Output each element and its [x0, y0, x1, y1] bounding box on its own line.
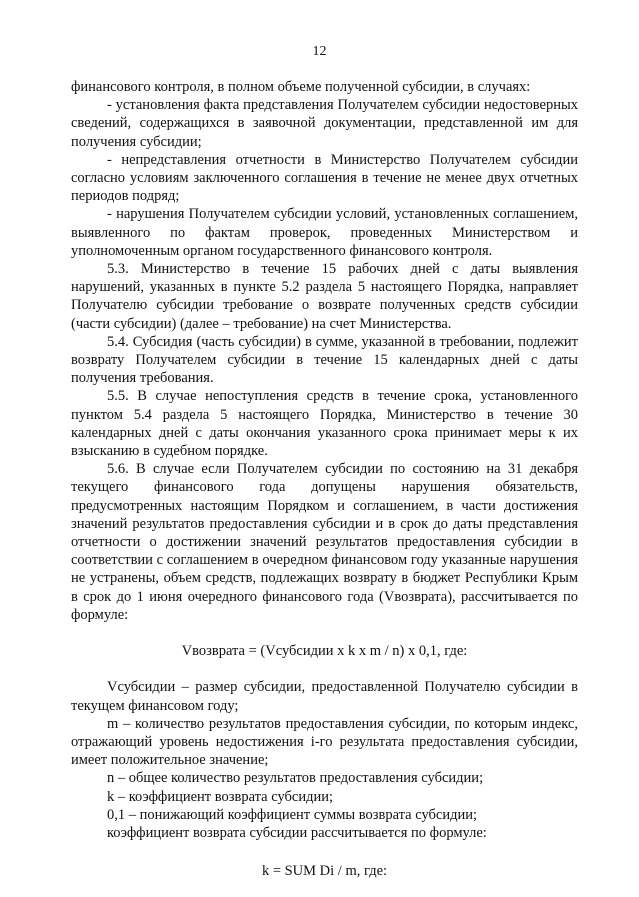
- clause-5-6: 5.6. В случае если Получателем субсидии по состоянию на 31 декабря текущего финансового года допущены нарушения обязательств, предусмотренных настоящим Порядком и соглашением, в части достижения значений результатов предоставления субсидии и в срок до даты представления отчетности о достижении значений результатов предоставления субсидии в соответствии с соглашением в очередном финансовом году указанные нарушения не устранены, объем средств, подлежащих возврату в бюджет Республики Крым в срок до 1 июня очередного финансового года (Vвозврата), рассчитывается по формуле:: [71, 461, 578, 623]
- formula-return-volume: Vвозврата = (Vсубсидии x k x m / n) x 0,1, где:: [181, 643, 468, 660]
- definition-reduction-factor: 0,1 – понижающий коэффициент суммы возврата субсидии;: [107, 806, 478, 823]
- definition-k-formula-intro: коэффициент возврата субсидии рассчитывается по формуле:: [107, 824, 487, 841]
- page-number: 12: [312, 44, 327, 59]
- definition-m: m – количество результатов предоставления субсидии, по которым индекс, отражающий уровень недостижения i-го результата предоставления субсидии, имеет положительное значение;: [71, 715, 578, 769]
- definition-k: k – коэффициент возврата субсидии;: [107, 788, 334, 805]
- paragraph-intro: финансового контроля, в полном объеме полученной субсидии, в случаях:: [71, 79, 531, 95]
- list-item-no-reporting: - непредставления отчетности в Министерство Получателем субсидии согласно условиям заключенного соглашения в течение не менее двух отчетных периодов подряд;: [71, 151, 578, 205]
- clause-5-5: 5.5. В случае непоступления средств в течение срока, установленного пунктом 5.4 раздела 5 настоящего Порядка, Министерство в течение 30 календарных дней с даты окончания указанного срока принимает меры к их взысканию в судебном порядке.: [71, 388, 578, 460]
- clause-5-3: 5.3. Министерство в течение 15 рабочих дней с даты выявления нарушений, указанных в пункте 5.2 раздела 5 настоящего Порядка, направляет Получателю субсидии требование о возврате полученных средств субсидии (части субсидии) (далее – требование) на счет Министерства.: [71, 261, 578, 332]
- formula-k: k = SUM Di / m, где:: [261, 863, 388, 880]
- definition-vsubsidy: Vсубсидии – размер субсидии, предоставленной Получателю субсидии в текущем финансовом году;: [71, 679, 578, 714]
- document-body: [71, 78, 578, 880]
- clause-5-4: 5.4. Субсидия (часть субсидии) в сумме, указанной в требовании, подлежит возврату Получателем субсидии в течение 15 календарных дней с даты получения требования.: [71, 333, 578, 387]
- definition-n: n – общее количество результатов предоставления субсидии;: [107, 770, 484, 787]
- list-item-violation: - нарушения Получателем субсидии условий, установленных соглашением, выявленного по фактам проверок, проведенных Министерством и уполномоченным органом государственного финансового контроля.: [71, 206, 578, 259]
- list-item-false-info: - установления факта представления Получателем субсидии недостоверных сведений, содержащихся в заявочной документации, представленной им для получения субсидии;: [71, 97, 578, 150]
